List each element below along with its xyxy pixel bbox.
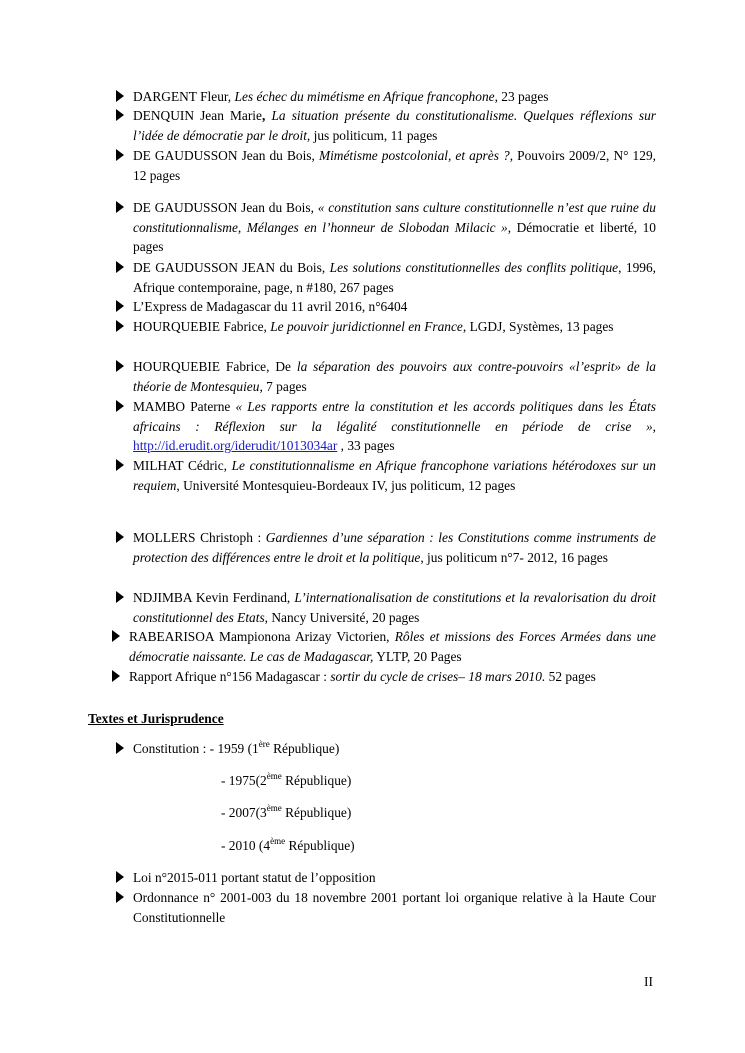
erudit-link[interactable]: http://id.erudit.org/iderudit/1013034ar <box>133 438 338 454</box>
bullet-icon <box>116 360 124 372</box>
law-entry: Ordonnance n° 2001-003 du 18 novembre 2001 portant loi organique relative à la Haute Cour Constitutionnelle <box>133 890 656 925</box>
bib-entry: MILHAT Cédric, Le constitutionnalisme en Afrique francophone variations hétérodoxes sur un requiem, Université Montesquieu-Bordeaux IV, jus politicum, 12 pages <box>133 458 656 493</box>
bib-entry: DE GAUDUSSON JEAN du Bois, Les solutions constitutionnelles des conflits politique, 1996, Afrique contemporaine, page, n #180, 267 pages <box>133 260 657 295</box>
constitution-entry: - 2010 (4ème République) <box>221 836 355 853</box>
bullet-icon <box>116 300 124 312</box>
bullet-icon <box>112 670 120 682</box>
bullet-icon <box>116 742 124 754</box>
bullet-icon <box>116 891 124 903</box>
bib-entry: RABEARISOA Mampionona Arizay Victorien, Rôles et missions des Forces Armées dans une démocratie naissante. Le cas de Madagascar, YLTP, 20 Pages <box>129 629 656 664</box>
bullet-icon <box>116 871 124 883</box>
constitution-entry: - 2007(3ème République) <box>221 803 352 820</box>
bullet-icon <box>116 90 124 102</box>
bullet-icon <box>116 320 124 332</box>
bib-entry: NDJIMBA Kevin Ferdinand, L’internationalisation de constitutions et la revalorisation du droit constitutionnel des Etats, Nancy Université, 20 pages <box>133 590 656 625</box>
section-heading: Textes et Jurisprudence <box>88 711 224 726</box>
bullet-icon <box>116 109 124 121</box>
law-entry: Loi n°2015-011 portant statut de l’opposition <box>133 870 376 885</box>
bib-entry: MAMBO Paterne « Les rapports entre la constitution et les accords politiques dans les États africains : Réflexion sur la légalité constitutionnelle en période de crise », http://id.erudit.org/iderudit/1013034ar , 33 pages <box>133 399 656 454</box>
bullet-icon <box>116 400 124 412</box>
bullet-icon <box>116 261 124 273</box>
bullet-icon <box>116 459 124 471</box>
constitution-entry: Constitution : - 1959 (1ère République) <box>133 739 340 756</box>
page-number: II <box>644 974 653 989</box>
constitution-entry: - 1975(2ème République) <box>221 771 352 788</box>
bib-entry: MOLLERS Christoph : Gardiennes d’une séparation : les Constitutions comme instruments de protection des différences entre le droit et la politique, jus politicum n°7- 2012, 16 pages <box>133 530 656 565</box>
bullet-icon <box>116 591 124 603</box>
bib-entry: L’Express de Madagascar du 11 avril 2016, n°6404 <box>133 299 408 314</box>
bib-entry: DARGENT Fleur, Les échec du mimétisme en Afrique francophone, 23 pages <box>133 89 549 104</box>
bullet-icon <box>112 630 120 642</box>
bib-entry: HOURQUEBIE Fabrice, De la séparation des pouvoirs aux contre-pouvoirs «l’esprit» de la théorie de Montesquieu, 7 pages <box>133 359 656 394</box>
bullet-icon <box>116 201 124 213</box>
bib-entry: DE GAUDUSSON Jean du Bois, « constitution sans culture constitutionnelle n’est que ruine du constitutionnalisme, Mélanges en l’honneur de Slobodan Milacic », Démocratie et liberté, 10 pages <box>133 200 656 255</box>
bib-entry: HOURQUEBIE Fabrice, Le pouvoir juridictionnel en France, LGDJ, Systèmes, 13 pages <box>133 319 614 334</box>
bib-entry: Rapport Afrique n°156 Madagascar : sortir du cycle de crises– 18 mars 2010. 52 pages <box>129 669 596 684</box>
bullet-icon <box>116 531 124 543</box>
bib-entry: DE GAUDUSSON Jean du Bois, Mimétisme postcolonial, et après ?, Pouvoirs 2009/2, N° 129, 12 pages <box>133 148 656 183</box>
bib-entry: DENQUIN Jean Marie, La situation présente du constitutionalisme. Quelques réflexions sur l’idée de démocratie par le droit, jus politicum, 11 pages <box>133 108 657 143</box>
bullet-icon <box>116 149 124 161</box>
